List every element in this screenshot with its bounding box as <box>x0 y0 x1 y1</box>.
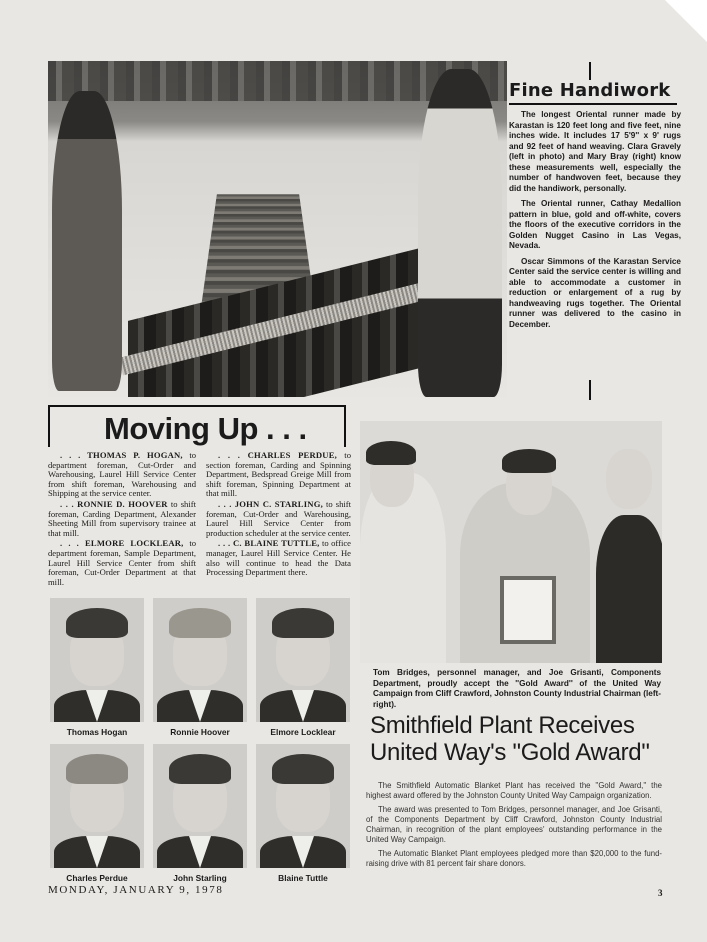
promotion-text: to shift foreman, Cut-Order and Warehousing, Laurel Hill Service Center from production scheduler at the service center. <box>206 498 352 538</box>
award-headline: Smithfield Plant Receives United Way's "Gold Award" <box>370 712 650 766</box>
promotion-item <box>48 451 196 499</box>
headshot-caption: Blaine Tuttle <box>278 873 328 883</box>
promotion-item <box>206 539 351 577</box>
oriental-runner-photo <box>48 61 507 397</box>
page-number: 3 <box>658 888 663 898</box>
promotion-item <box>48 539 196 587</box>
issue-date: MONDAY, JANUARY 9, 1978 <box>48 884 224 896</box>
fine-handiwork-title: Fine Handiwork <box>509 80 671 101</box>
headshot-hair <box>66 754 128 784</box>
headshot-charles-perdue <box>50 744 144 868</box>
gold-award-group-photo <box>360 421 662 663</box>
photo-head-right <box>606 449 652 509</box>
award-paragraph: The Automatic Blanket Plant employees pledged more than $20,000 to the fund-raising drive with 81 percent fair share donors. <box>366 849 662 868</box>
award-paragraph: The award was presented to Tom Bridges, personnel manager, and Joe Grisanti, of the Components Department by Cliff Crawford, Johnston County Industrial Chairman, in recognition of the plant employees' outstanding performance in the United Way Campaign. <box>366 805 662 844</box>
handiwork-paragraph: Oscar Simmons of the Karastan Service Center said the service center is willing and able to accommodate a customer in reduction or enlargement of a rug by handweaving rugs together. The Oriental runner was delivered to the casino in December. <box>509 256 681 329</box>
photo-person-right <box>596 515 662 663</box>
handiwork-paragraph: The longest Oriental runner made by Karastan is 120 feet long and five feet, nine inches wide. It includes 17 5'9'' x 9' rugs and 92 feet of hand weaving. Clara Gravely (left in photo) and Mary Bray (right) know these measurements well, especially the number of handwoven feet, because they did the handiwork, personally. <box>509 110 681 193</box>
headshot-john-starling <box>153 744 247 868</box>
end-rule-vertical <box>589 380 591 400</box>
promotion-name: . . . JOHN C. STARLING, <box>218 498 323 509</box>
photo-woman-right <box>418 69 502 397</box>
promotion-text: to office manager, Laurel Hill Service Center. He also will continue to head the Data Processing Department there. <box>206 538 351 578</box>
moving-up-header-box <box>48 405 346 447</box>
photo-award-plaque <box>500 576 556 644</box>
headshot-caption: Elmore Locklear <box>270 727 336 737</box>
page-corner-fold <box>665 0 707 42</box>
headshot-caption: Thomas Hogan <box>66 727 128 737</box>
headshot-hair <box>169 608 231 638</box>
headshot-caption: John Starling <box>173 873 227 883</box>
headshot-hair <box>169 754 231 784</box>
promotion-text: to section foreman, Carding and Spinning Department, Bedspread Greige Mill from shift foreman, Spinning Department at that mill. <box>206 450 351 499</box>
title-rule-horizontal <box>509 103 677 105</box>
moving-up-column-left <box>48 451 196 588</box>
promotion-item <box>48 500 196 538</box>
headshot-caption: Ronnie Hoover <box>170 727 230 737</box>
group-photo-caption: Tom Bridges, personnel manager, and Joe Grisanti, Components Department, proudly accept the ''Gold Award'' of the United Way Campaign from Cliff Crawford, Johnston County Industrial Chairman (left-right). <box>373 668 661 709</box>
headshot-hair <box>272 754 334 784</box>
photo-hair-center <box>502 449 556 473</box>
photo-hair-left <box>366 441 416 465</box>
promotion-item <box>206 451 351 499</box>
headshot-ronnie-hoover <box>153 598 247 722</box>
fine-handiwork-article <box>509 62 681 330</box>
promotion-text: to shift foreman, Carding Department, Alexander Sheeting Mill from supervisory trainee at that mill. <box>48 498 196 538</box>
handiwork-paragraph: The Oriental runner, Cathay Medallion pattern in blue, gold and off-white, covers the floors of the executive corridors in the Golden Nugget Casino in Las Vegas, Nevada. <box>509 199 681 250</box>
promotion-name: . . . CHARLES PERDUE, <box>218 450 337 460</box>
title-rule-vertical <box>589 62 591 80</box>
headshot-elmore-locklear <box>256 598 350 722</box>
headshot-blaine-tuttle <box>256 744 350 868</box>
promotion-text: to department foreman, Cut-Order and Warehousing, Laurel Hill Service Center from shift foreman, Warehousing and Shipping at the service center. <box>48 450 196 499</box>
headshot-caption: Charles Perdue <box>66 873 128 883</box>
headshot-thomas-hogan <box>50 598 144 722</box>
moving-up-title: Moving Up . . . <box>104 411 307 446</box>
headshot-hair <box>66 608 128 638</box>
headshot-hair <box>272 608 334 638</box>
photo-woman-left <box>52 91 122 391</box>
promotion-name: . . . ELMORE LOCKLEAR, <box>60 538 184 549</box>
award-paragraph: The Smithfield Automatic Blanket Plant has received the ''Gold Award,'' the highest award offered by the Johnston County United Way Campaign organization. <box>366 781 662 800</box>
award-story <box>366 781 662 873</box>
promotion-item <box>206 500 351 538</box>
promotion-name: . . . THOMAS P. HOGAN, <box>60 450 183 460</box>
promotion-name: . . . RONNIE D. HOOVER <box>60 498 168 509</box>
promotion-text: to department foreman, Sample Department, Laurel Hill Service Center from shift foreman, Cut-Order Department at that mill. <box>48 538 197 587</box>
promotion-name: . . . C. BLAINE TUTTLE, <box>218 538 320 549</box>
moving-up-column-right <box>206 451 351 579</box>
